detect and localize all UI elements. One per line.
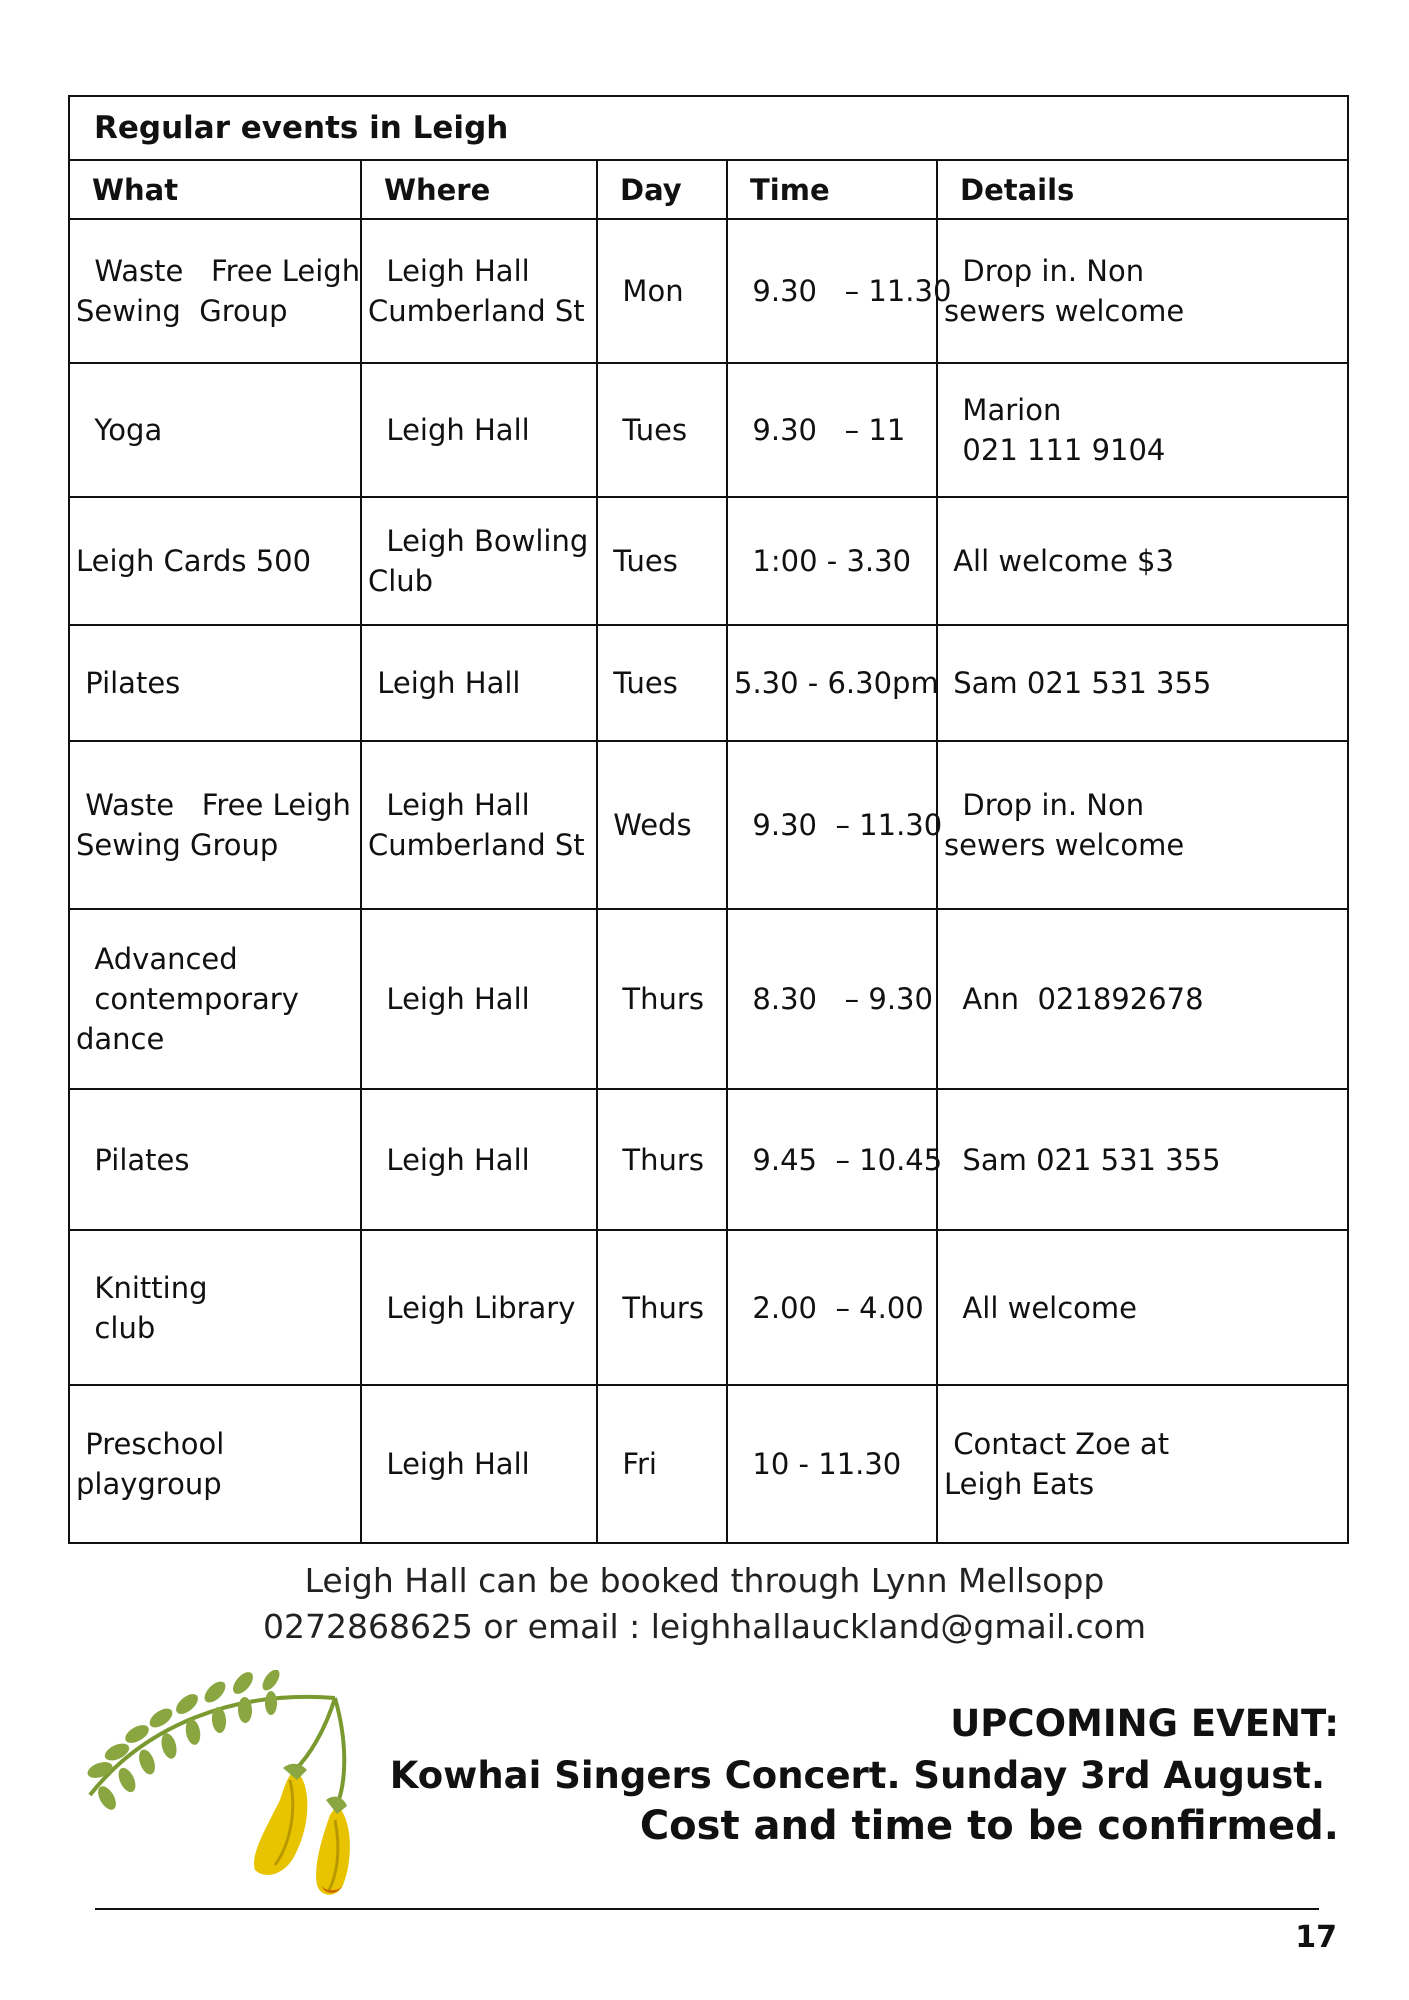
cell-where [361,625,597,741]
cell-day-line: Weds [604,808,692,842]
cell-details [937,741,1348,909]
table-title: Regular events in Leigh [69,96,1348,160]
cell-where-line: Leigh Hall [368,254,530,288]
cell-what [69,909,361,1089]
cell-where [361,1385,597,1543]
cell-what-line: Pilates [76,666,181,700]
cell-details-line: 021 111 9104 [944,433,1166,467]
cell-day [597,909,727,1089]
cell-where [361,1230,597,1385]
cell-time-line: 2.00 – 4.00 [734,1290,924,1325]
upcoming-event-title: Kowhai Singers Concert. Sunday 3rd August. [389,1754,1325,1797]
cell-what-line: dance [76,1022,165,1056]
cell-where [361,497,597,625]
column-header-day: Day [597,160,727,219]
cell-day-line: Mon [604,274,684,308]
cell-where-line: Leigh Library [368,1290,576,1325]
cell-details-line: sewers welcome [944,294,1185,328]
cell-time [727,219,952,363]
cell-time-line: 9.30 – 11 [734,413,906,447]
cell-day-line: Thurs [604,1290,704,1325]
cell-day-line: Tues [604,666,678,700]
cell-what [69,219,361,363]
cell-where [361,1089,597,1230]
table-row [69,1385,1348,1543]
cell-day [597,1230,727,1385]
cell-where-line: Club [368,564,434,598]
table-row [69,909,1348,1089]
cell-what-line: playgroup [76,1467,222,1501]
cell-time-line: 5.30 - 6.30pm [734,666,939,700]
cell-what [69,1089,361,1230]
cell-what-line: Advanced [76,942,238,976]
footer-divider [95,1908,1319,1910]
cell-details-line: All welcome $3 [944,544,1174,578]
cell-details-line: Drop in. Non [944,254,1145,288]
cell-time-line: 9.30 – 11.30 [734,274,952,308]
cell-what [69,741,361,909]
cell-time [727,625,937,741]
cell-what [69,1230,361,1385]
cell-what-line: Preschool [76,1427,225,1461]
cell-details [937,625,1348,741]
cell-time-line: 9.30 – 11.30 [734,808,943,842]
cell-day-line: Thurs [604,1142,704,1177]
upcoming-event-note: Cost and time to be confirmed. [639,1803,1339,1849]
cell-what-line: Sewing Group [76,828,279,862]
page-number: 17 [1295,1920,1337,1955]
cell-day [597,219,727,363]
cell-time [727,363,937,497]
cell-where [361,219,597,363]
table-row [69,741,1348,909]
cell-where [361,909,597,1089]
cell-day-line: Fri [604,1447,657,1481]
cell-details-line: Drop in. Non [944,788,1145,822]
cell-what [69,625,361,741]
cell-what-line: Leigh Cards 500 [76,544,312,578]
cell-day [597,625,727,741]
cell-day [597,497,727,625]
table-row [69,363,1348,497]
table-row [69,1230,1348,1385]
column-header-where: Where [361,160,597,219]
cell-what-line: Waste Free Leigh [76,788,351,822]
cell-time [727,1385,937,1543]
cell-what-line: club [76,1310,156,1345]
kowhai-flower-icon [85,1670,385,1904]
cell-what-line: Pilates [76,1142,190,1177]
cell-where-line: Leigh Hall [368,666,521,700]
cell-where-line: Leigh Hall [368,1447,530,1481]
cell-details [937,1385,1348,1543]
cell-time [727,1089,943,1230]
cell-where-line: Leigh Hall [368,1142,530,1177]
table-header-row [69,160,1348,219]
cell-time-line: 9.45 – 10.45 [734,1142,943,1177]
cell-details-line: Contact Zoe at [944,1427,1170,1461]
cell-details-line: Marion [944,393,1062,427]
cell-day-line: Thurs [604,982,704,1016]
cell-what [69,497,361,625]
cell-what [69,1385,361,1543]
cell-what-line: Knitting [76,1270,208,1305]
cell-details-line: Sam 021 531 355 [944,1142,1221,1177]
cell-what-line: Sewing Group [76,294,288,328]
cell-day-line: Tues [604,413,688,447]
cell-details [937,497,1348,625]
booking-line-1: Leigh Hall can be booked through Lynn Mellsopp [304,1561,1105,1600]
cell-time [727,497,937,625]
cell-time [727,909,937,1089]
cell-time-line: 10 - 11.30 [734,1447,902,1481]
events-body [69,219,1348,1543]
cell-day-line: Tues [604,544,678,578]
cell-details-line: sewers welcome [944,828,1185,862]
cell-details-line: All welcome [944,1290,1138,1325]
upcoming-event-heading: UPCOMING EVENT: [950,1702,1339,1745]
cell-details [937,219,1348,363]
events-table [68,95,1349,1544]
table-row [69,1089,1348,1230]
booking-line-2: 0272868625 or email : leighhallauckland@gmail.com [262,1607,1147,1646]
table-title-row [69,96,1348,160]
cell-time-line: 8.30 – 9.30 [734,982,933,1016]
cell-where-line: Leigh Hall [368,982,530,1016]
cell-time-line: 1:00 - 3.30 [734,544,912,578]
cell-what [69,363,361,497]
cell-where-line: Cumberland St [368,828,585,862]
cell-day [597,1089,727,1230]
cell-where-line: Leigh Hall [368,413,530,447]
cell-where-line: Cumberland St [368,294,585,328]
cell-time [727,741,943,909]
cell-details-line: Leigh Eats [944,1467,1095,1501]
cell-time [727,1230,937,1385]
cell-what-line: contemporary [76,982,299,1016]
cell-what-line: Waste Free Leigh [76,254,361,288]
cell-details [937,1089,1348,1230]
cell-details-line: Ann 021892678 [944,982,1204,1016]
cell-details-line: Sam 021 531 355 [944,666,1212,700]
table-row [69,625,1348,741]
cell-day [597,363,727,497]
table-row [69,497,1348,625]
cell-day [597,1385,727,1543]
cell-details [937,1230,1348,1385]
cell-what-line: Yoga [76,413,163,447]
column-header-time: Time [727,160,937,219]
cell-details [937,363,1348,497]
cell-where-line: Leigh Hall [368,788,530,822]
cell-where [361,741,597,909]
cell-where [361,363,597,497]
column-header-what: What [69,160,361,219]
table-row [69,219,1348,363]
cell-day [597,741,727,909]
cell-where-line: Leigh Bowling [368,524,589,558]
cell-details [937,909,1348,1089]
column-header-details: Details [937,160,1348,219]
